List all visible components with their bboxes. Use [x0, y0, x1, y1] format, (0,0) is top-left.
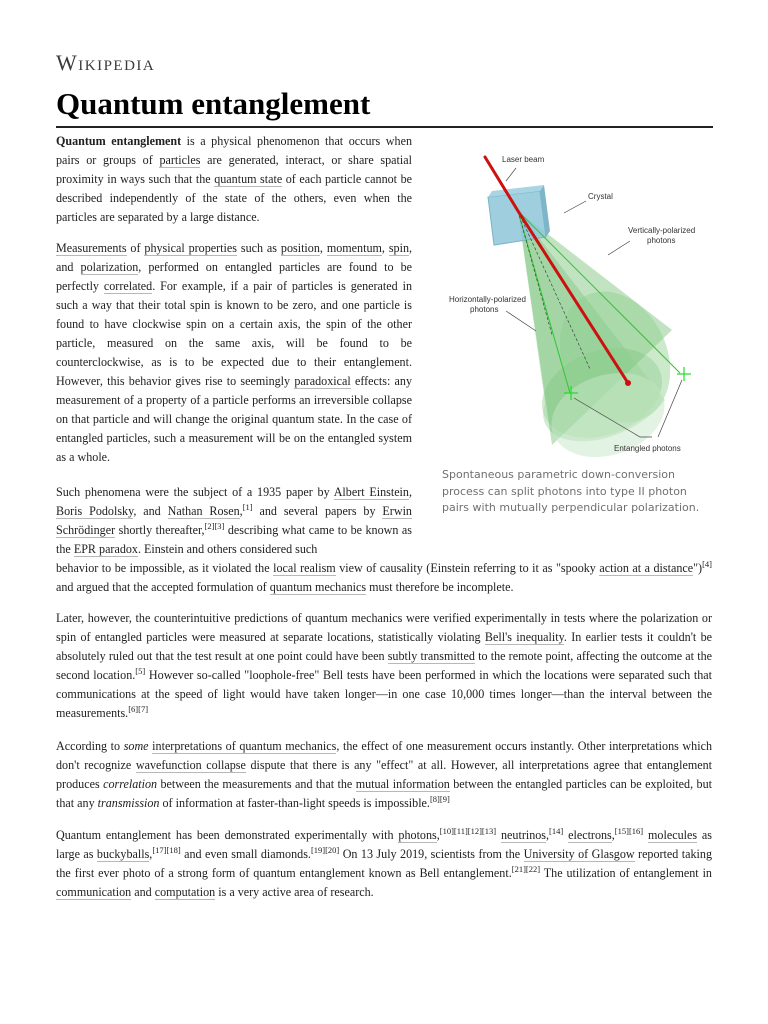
citations-15-16[interactable]: [15][16] — [614, 826, 644, 836]
text: , — [239, 504, 243, 518]
text: According to — [56, 739, 124, 753]
citation-2[interactable]: [2] — [204, 521, 215, 531]
text: dispute that there is any "effect" at all. However, all interpretations agree that entanglement produces — [56, 758, 713, 791]
link-photons[interactable]: photons — [398, 828, 437, 842]
link-polarization[interactable]: polarization — [80, 260, 139, 274]
link-position[interactable]: position — [280, 241, 320, 255]
text: , — [408, 485, 412, 499]
text: describing what came to be known as the — [56, 523, 412, 556]
figure-caption: Spontaneous parametric down-conversion process can split photons into type II photon pairs with mutually perpendicular polarization. — [442, 468, 700, 514]
text: , — [319, 241, 327, 255]
link-epr-paradox[interactable]: EPR paradox — [73, 542, 138, 556]
text: , and — [56, 241, 413, 274]
link-physical-properties[interactable]: physical properties — [144, 241, 237, 255]
link-particles[interactable]: particles — [159, 153, 201, 167]
text: , and — [133, 504, 168, 518]
text: of each particle cannot be described independently of the state of the others, even when the particles are separated by a large distance. — [56, 172, 412, 224]
text: must therefore be incomplete. — [366, 580, 514, 594]
label-entangled-photons: Entangled photons — [614, 444, 681, 453]
text: , — [546, 828, 550, 842]
text: , performed on entangled particles are found to be perfectly — [56, 260, 412, 293]
text: . For example, if a pair of particles is generated in such a way that their total spin is known to be zero, and one particle is found to have clockwise spin on a certain axis, the spin of the other particle, measured on the same axis, will be found to be counterclockwise, as is to be expected due to their entanglement. However, this behavior gives rise to seemingly — [56, 279, 412, 388]
text: between the entangled particles can be exploited, but that any — [56, 777, 712, 810]
text: effects: any measurement of a property of a particle performs an irreversible collapse on that particle and will change the original quantum state. In the case of entangled particles, such a measurement will be on the entangled system as a whole. — [56, 374, 413, 464]
link-measurements[interactable]: Measurements — [56, 241, 127, 255]
paragraph-experiments — [56, 826, 712, 902]
citation-8[interactable]: [8] — [429, 794, 440, 804]
link-communication[interactable]: communication — [56, 885, 132, 899]
text: and argued that the accepted formulation of — [56, 580, 270, 594]
page-title: Quantum entanglement — [56, 86, 371, 121]
text: . In earlier tests it couldn't be absolutely ruled out that the test result at one point could have been — [56, 630, 713, 663]
citation-9[interactable]: [9] — [439, 794, 450, 804]
link-mutual-information[interactable]: mutual information — [355, 777, 450, 791]
emphasis-some: some — [123, 739, 149, 753]
link-nathan-rosen[interactable]: Nathan Rosen — [167, 504, 240, 518]
text: behavior to be impossible, as it violated the — [56, 561, 274, 575]
paragraph-measurements — [56, 239, 412, 467]
link-action-at-a-distance[interactable]: action at a distance — [599, 561, 694, 575]
link-paradoxical[interactable]: paradoxical — [294, 374, 351, 388]
text: is a very active area of research. — [215, 885, 374, 899]
label-crystal: Crystal — [588, 192, 613, 201]
citation-1[interactable]: [1] — [242, 502, 253, 512]
text: is a physical phenomenon that occurs when pairs or groups of — [56, 134, 413, 167]
link-spin[interactable]: spin — [388, 241, 409, 255]
citation-7[interactable]: [7] — [138, 704, 149, 714]
text: view of causality (Einstein referring to it as "spooky — [335, 561, 600, 575]
text: as large as — [56, 828, 712, 861]
link-local-realism[interactable]: local realism — [273, 561, 336, 575]
citations-10-13[interactable]: [10][11][12][13] — [439, 826, 497, 836]
text: , — [436, 828, 440, 842]
title-divider — [56, 126, 713, 128]
text: and — [131, 885, 155, 899]
link-molecules[interactable]: molecules — [648, 828, 698, 842]
citation-14[interactable]: [14] — [549, 826, 564, 836]
link-computation[interactable]: computation — [154, 885, 216, 899]
label-vertical-2: photons — [647, 236, 676, 245]
link-neutrinos[interactable]: neutrinos — [501, 828, 547, 842]
link-erwin-schrodinger[interactable]: Erwin Schrödinger — [56, 504, 412, 537]
figure-spdc — [440, 145, 720, 517]
link-subtly-transmitted[interactable]: subtly transmitted — [387, 649, 475, 663]
citation-3[interactable]: [3] — [214, 521, 225, 531]
text: such as — [236, 241, 281, 255]
citations-17-18[interactable]: [17][18] — [152, 845, 181, 855]
link-albert-einstein[interactable]: Albert Einstein — [333, 485, 409, 499]
text: between the measurements and that the — [157, 777, 356, 791]
paragraph-epr-part1 — [56, 483, 412, 559]
text: of information at faster-than-light speeds is impossible. — [159, 796, 430, 810]
label-vertical-1: Vertically-polarized — [628, 226, 696, 235]
emphasis-transmission: transmission — [97, 796, 160, 810]
text: and several papers by — [252, 504, 383, 518]
text: are generated, interact, or share spatial proximity in ways such that the — [56, 153, 412, 186]
link-buckyballs[interactable]: buckyballs — [96, 847, 150, 861]
text: Quantum entanglement has been demonstrated experimentally with — [56, 828, 399, 842]
paragraph-intro — [56, 132, 412, 227]
text: However so-called "loophole-free" Bell tests have been performed in which the locations were separated such that communications at the speed of light would have taken longer—in one case 10,000 times longer—than the interval between the measurements. — [56, 668, 712, 720]
link-boris-podolsky[interactable]: Boris Podolsky — [56, 504, 134, 518]
citations-21-22[interactable]: [21][22] — [511, 864, 541, 874]
citation-5[interactable]: [5] — [135, 666, 146, 676]
text: ") — [693, 561, 703, 575]
citation-4[interactable]: [4] — [702, 559, 713, 569]
link-wavefunction-collapse[interactable]: wavefunction collapse — [135, 758, 246, 772]
spdc-diagram-image[interactable] — [440, 145, 720, 465]
paragraph-epr-part2 — [56, 559, 712, 597]
paragraph-interpretations — [56, 737, 712, 813]
text: reported taking the first ever photo of a strong form of quantum entanglement known as Bell entanglement. — [56, 847, 712, 880]
text: On 13 July 2019, scientists from the — [339, 847, 524, 861]
link-quantum-state[interactable]: quantum state — [214, 172, 283, 186]
text: and even small diamonds. — [180, 847, 311, 861]
link-momentum[interactable]: momentum — [326, 241, 382, 255]
link-university-of-glasgow[interactable]: University of Glasgow — [523, 847, 635, 861]
label-laser-beam: Laser beam — [502, 155, 545, 164]
citation-6[interactable]: [6] — [128, 704, 139, 714]
text: Such phenomena were the subject of a 1935 paper by — [56, 485, 334, 499]
link-bells-inequality[interactable]: Bell's inequality — [484, 630, 564, 644]
text: The utilization of entanglement in — [540, 866, 712, 880]
link-quantum-mechanics[interactable]: quantum mechanics — [269, 580, 367, 594]
text: , — [149, 847, 153, 861]
citations-19-20[interactable]: [19][20] — [310, 845, 340, 855]
link-electrons[interactable]: electrons — [568, 828, 612, 842]
label-horizontal-2: photons — [470, 305, 499, 314]
text: shortly thereafter, — [115, 523, 205, 537]
wikipedia-wordmark[interactable]: Wikipedia — [56, 50, 156, 75]
bold-lead: Quantum entanglement — [56, 134, 182, 148]
emphasis-correlation: correlation — [103, 777, 158, 791]
text: , — [381, 241, 389, 255]
text: of — [126, 241, 145, 255]
text: , the effect of one measurement occurs instantly. Other interpretations which don't recognize — [56, 739, 712, 772]
text: to the remote point, affecting the outcome at the second location. — [56, 649, 712, 682]
text: . Einstein and others considered such — [137, 542, 318, 556]
paragraph-bell-tests — [56, 609, 712, 723]
text: , — [611, 828, 615, 842]
label-horizontal-1: Horizontally-polarized — [449, 295, 526, 304]
link-interpretations-of-qm[interactable]: interpretations of quantum mechanics — [152, 739, 337, 753]
link-correlated[interactable]: correlated — [103, 279, 153, 293]
text: Later, however, the counterintuitive predictions of quantum mechanics were verified experimentally in tests where the polarization or spin of entangled particles were measured at separate locations, statistically violating — [56, 611, 712, 644]
